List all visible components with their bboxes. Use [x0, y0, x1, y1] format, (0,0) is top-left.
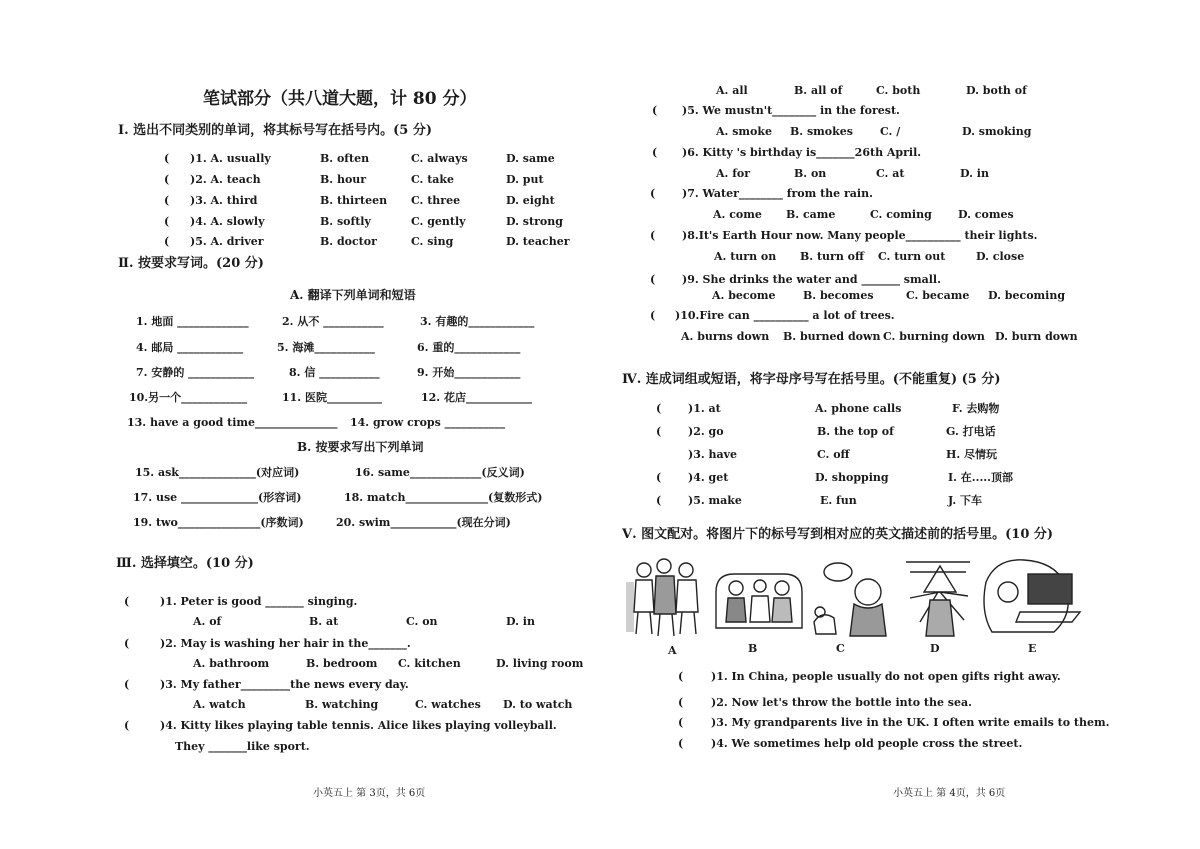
question-text: )5. We mustn't________ in the forest.	[682, 104, 900, 117]
question-text: )2. Now let's throw the bottle into the sea.	[711, 696, 972, 709]
answer-bracket[interactable]: (	[164, 235, 170, 248]
page-title: 笔试部分（共八道大题，计 80 分）	[203, 89, 477, 109]
question-text: )3. My father_________the news every day.	[160, 678, 409, 691]
answer-bracket[interactable]: (	[678, 737, 684, 750]
question-text: )8.It's Earth Hour now. Many people__________ their lights.	[682, 229, 1038, 242]
option-b: B. watching	[305, 698, 379, 711]
question-text: )6. Kitty 's birthday is_______26th April.	[682, 146, 922, 159]
option-a: A. smoke	[716, 125, 772, 138]
part-b-heading: B. 按要求写出下列单词	[297, 440, 424, 454]
option-c: C. on	[406, 615, 438, 628]
option-b: B. burned down	[783, 330, 881, 343]
fill-item[interactable]: 13. have a good time_______________	[127, 416, 338, 429]
question-text: )4. Kitty likes playing table tennis. Alice likes playing volleyball.	[160, 719, 557, 732]
option-d: D. in	[960, 167, 989, 180]
answer-bracket[interactable]: (	[124, 595, 130, 608]
option-d: D. to watch	[503, 698, 573, 711]
option-d: D. both of	[966, 84, 1027, 97]
match-middle: E. fun	[820, 494, 857, 507]
picture-label-c: C	[836, 642, 845, 655]
answer-bracket[interactable]: (	[164, 194, 170, 207]
option-b: B. becomes	[803, 289, 874, 302]
fill-item[interactable]: 8. 信 ___________	[289, 366, 380, 379]
fill-item[interactable]: 15. ask______________(对应词)	[135, 466, 300, 479]
question-text: )2. May is washing her hair in the_______.	[160, 637, 411, 650]
option-d: D. eight	[506, 194, 555, 207]
answer-bracket[interactable]: (	[652, 104, 658, 117]
fill-item[interactable]: 4. 邮局 ____________	[136, 341, 244, 354]
option-a: A. watch	[193, 698, 246, 711]
option-c: C. turn out	[878, 250, 946, 263]
answer-bracket[interactable]: (	[678, 670, 684, 683]
option-b: B. thirteen	[320, 194, 388, 207]
part-a-heading: A. 翻译下列单词和短语	[290, 288, 416, 302]
question-text: )3. My grandparents live in the UK. I often write emails to them.	[711, 716, 1110, 729]
fill-item[interactable]: 11. 医院__________	[282, 391, 382, 404]
fill-item[interactable]: 5. 海滩___________	[277, 341, 375, 354]
option-d: D. burn down	[995, 330, 1078, 343]
option-b: B. came	[786, 208, 836, 221]
option-c: C. watches	[415, 698, 481, 711]
answer-bracket[interactable]: (	[656, 494, 662, 507]
option-b: B. often	[320, 152, 370, 165]
answer-bracket[interactable]: (	[124, 637, 130, 650]
fill-item[interactable]: 7. 安静的 ____________	[136, 366, 255, 379]
section-4-heading: Ⅳ. 连成词组或短语，将字母序号写在括号里。(不能重复) (5 分)	[622, 372, 1001, 387]
picture-label-b: B	[748, 642, 758, 655]
option-c: C. sing	[411, 235, 454, 248]
option-b: B. turn off	[800, 250, 865, 263]
page-footer-right: 小英五上 第 4页，共 6页	[893, 788, 1006, 799]
fill-item[interactable]: 20. swim____________(现在分词)	[336, 516, 511, 529]
answer-bracket[interactable]: (	[650, 273, 656, 286]
match-right: H. 尽情玩	[946, 448, 998, 461]
fill-item[interactable]: 14. grow crops ___________	[350, 416, 506, 429]
answer-bracket[interactable]: (	[678, 696, 684, 709]
answer-bracket[interactable]: (	[164, 173, 170, 186]
option-b: B. on	[794, 167, 827, 180]
match-right: I. 在.....顶部	[948, 471, 1013, 484]
option-c: C. burning down	[883, 330, 985, 343]
answer-bracket[interactable]: (	[656, 471, 662, 484]
option-a: A. come	[713, 208, 762, 221]
section-3-heading: Ⅲ. 选择填空。(10 分)	[116, 556, 254, 571]
answer-bracket[interactable]: (	[124, 678, 130, 691]
option-c: C. take	[411, 173, 455, 186]
option-c: C. became	[906, 289, 970, 302]
option-c: C. at	[876, 167, 905, 180]
question-text: )4. We sometimes help old people cross the street.	[711, 737, 1023, 750]
option-d: D. smoking	[962, 125, 1032, 138]
option-a: A. for	[716, 167, 751, 180]
option-a: A. become	[712, 289, 776, 302]
match-right: F. 去购物	[952, 402, 1000, 415]
option-c: C. both	[876, 84, 921, 97]
fill-item[interactable]: 3. 有趣的____________	[420, 315, 535, 328]
picture-label-d: D	[930, 642, 940, 655]
question-text: )1. Peter is good _______ singing.	[160, 595, 358, 608]
match-left: )2. go	[688, 425, 724, 438]
picture-a-image	[626, 559, 698, 636]
picture-strip	[624, 552, 1089, 640]
match-left: )3. have	[688, 448, 738, 461]
option-b: B. hour	[320, 173, 367, 186]
picture-label-e: E	[1028, 642, 1037, 655]
match-right: G. 打电话	[946, 425, 996, 438]
option-b: B. smokes	[790, 125, 853, 138]
match-middle: D. shopping	[815, 471, 889, 484]
fill-item[interactable]: 9. 开始____________	[417, 366, 521, 379]
option-c: C. coming	[870, 208, 932, 221]
fill-item[interactable]: 6. 重的____________	[417, 341, 521, 354]
match-left: )5. make	[688, 494, 742, 507]
fill-item[interactable]: 19. two_______________(序数词)	[133, 516, 304, 529]
option-a: A. turn on	[714, 250, 777, 263]
question-text: )1. In China, people usually do not open gifts right away.	[711, 670, 1061, 683]
picture-b-image	[716, 574, 802, 628]
option-d: D. put	[506, 173, 544, 186]
question-text: )7. Water________ from the rain.	[682, 187, 873, 200]
option-c: C. kitchen	[398, 657, 461, 670]
answer-bracket[interactable]: (	[656, 402, 662, 415]
fill-item[interactable]: 1. 地面 _____________	[136, 315, 249, 328]
picture-c-image	[814, 563, 886, 636]
option-d: D. same	[506, 152, 555, 165]
option-c: C. always	[411, 152, 468, 165]
question-text: )4. A. slowly	[190, 215, 265, 228]
fill-item[interactable]: 2. 从不 ___________	[282, 315, 384, 328]
answer-bracket[interactable]: (	[650, 187, 656, 200]
answer-bracket[interactable]: (	[650, 229, 656, 242]
picture-d-image	[906, 562, 970, 636]
option-b: B. softly	[320, 215, 371, 228]
match-middle: B. the top of	[817, 425, 894, 438]
option-d: D. close	[976, 250, 1025, 263]
match-middle: A. phone calls	[815, 402, 902, 415]
question-text: )3. A. third	[190, 194, 258, 207]
section-1-heading: Ⅰ. 选出不同类别的单词，将其标号写在括号内。(5 分)	[118, 123, 433, 138]
question-text: )9. She drinks the water and _______ small.	[682, 273, 941, 286]
answer-bracket[interactable]: (	[164, 152, 170, 165]
option-c: C. gently	[411, 215, 466, 228]
option-d: D. living room	[496, 657, 584, 670]
option-d: D. in	[506, 615, 535, 628]
option-c: C. three	[411, 194, 461, 207]
answer-bracket[interactable]: (	[124, 719, 130, 732]
answer-bracket[interactable]: (	[164, 215, 170, 228]
fill-item[interactable]: 16. same_____________(反义词)	[355, 466, 525, 479]
option-d: D. comes	[958, 208, 1014, 221]
match-left: )1. at	[688, 402, 721, 415]
option-d: D. teacher	[506, 235, 570, 248]
option-a: A. burns down	[681, 330, 770, 343]
option-b: B. bedroom	[306, 657, 378, 670]
picture-e-image	[984, 560, 1080, 632]
picture-label-a: A	[668, 644, 677, 657]
fill-item[interactable]: 10.另一个____________	[129, 391, 248, 404]
option-b: B. at	[309, 615, 339, 628]
question-text: )10.Fire can __________ a lot of trees.	[675, 309, 895, 322]
option-b: B. doctor	[320, 235, 377, 248]
answer-bracket[interactable]: (	[652, 146, 658, 159]
question-text: )5. A. driver	[190, 235, 264, 248]
answer-bracket[interactable]: (	[656, 425, 662, 438]
option-d: D. becoming	[988, 289, 1066, 302]
match-left: )4. get	[688, 471, 729, 484]
option-b: B. all of	[794, 84, 843, 97]
option-a: A. of	[193, 615, 222, 628]
section-5-heading: Ⅴ. 图文配对。将图片下的标号写到相对应的英文描述前的括号里。(10 分)	[622, 527, 1054, 542]
section-2-heading: Ⅱ. 按要求写词。(20 分)	[118, 256, 264, 271]
question-text: )2. A. teach	[190, 173, 261, 186]
answer-bracket[interactable]: (	[678, 716, 684, 729]
page-footer-left: 小英五上 第 3页，共 6页	[313, 788, 426, 799]
question-text: )1. A. usually	[190, 152, 271, 165]
option-a: A. all	[716, 84, 748, 97]
match-right: J. 下车	[948, 494, 983, 507]
fill-item[interactable]: 18. match_______________(复数形式)	[344, 491, 543, 504]
option-c: C. /	[880, 125, 901, 138]
option-d: D. strong	[506, 215, 563, 228]
match-middle: C. off	[817, 448, 850, 461]
question-text-cont: They _______like sport.	[175, 740, 310, 753]
option-a: A. bathroom	[193, 657, 270, 670]
answer-bracket[interactable]: (	[650, 309, 656, 322]
fill-item[interactable]: 12. 花店____________	[421, 391, 532, 404]
fill-item[interactable]: 17. use ______________(形容词)	[133, 491, 302, 504]
